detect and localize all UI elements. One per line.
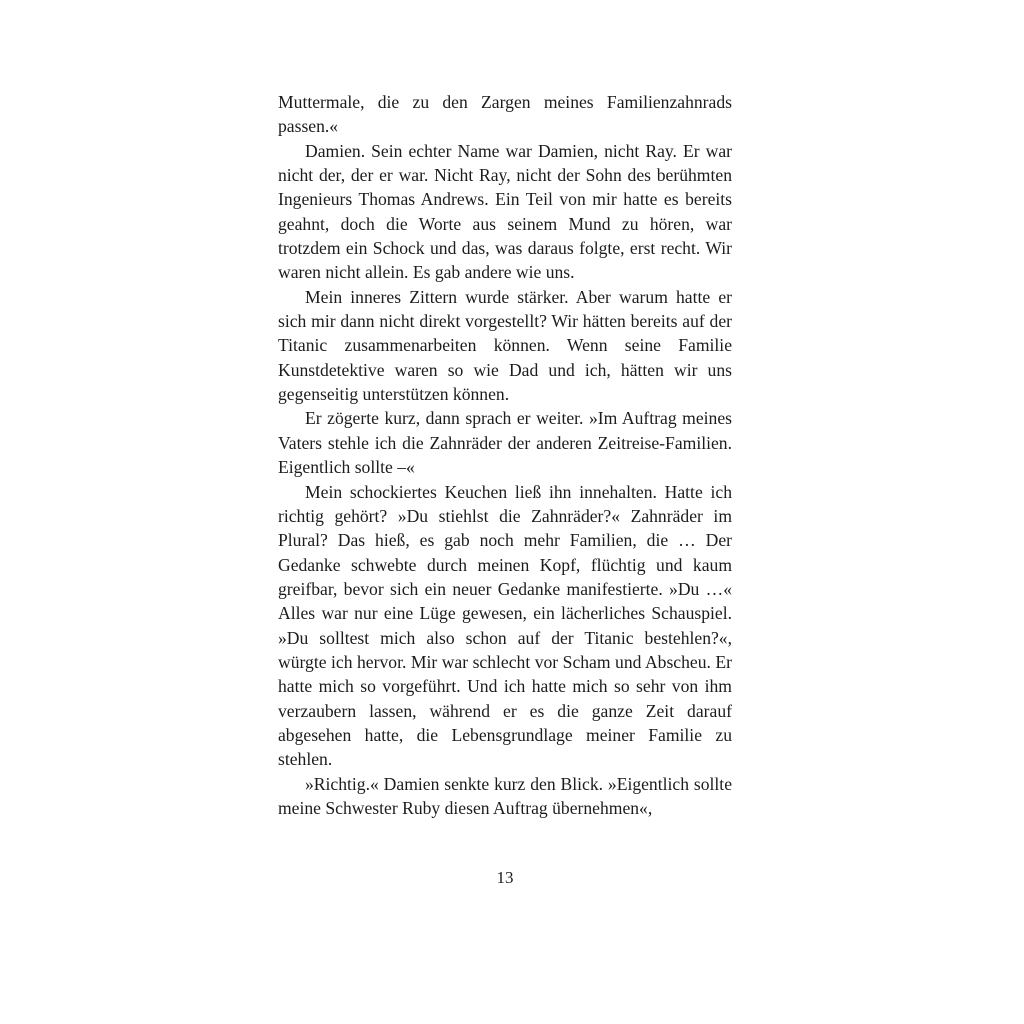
paragraph: Er zögerte kurz, dann sprach er weiter. »Im Auftrag meines Vaters stehle ich die Zahnräder der anderen Zeitreise-Familien. Eigentlich sollte –« — [278, 408, 732, 478]
paragraph: »Richtig.« Damien senkte kurz den Blick. »Eigentlich sollte meine Schwester Ruby diesen Auftrag übernehmen«, — [278, 773, 732, 818]
page-number: 13 — [496, 868, 514, 887]
paragraph: Mein schockiertes Keuchen ließ ihn innehalten. Hatte ich richtig gehört? »Du stiehlst die Zahnräder?« Zahnräder im Plural? Das hieß, es gab noch mehr Familien, die … Der Gedanke schwebte durch meinen Kopf, flüchtig und kaum greifbar, bevor sich ein neuer Gedanke manifestierte. »Du …« Alles war nur eine Lüge gewesen, ein lächerliches Schauspiel. »Du solltest mich also schon auf der Titanic bestehlen?«, würgte ich hervor. Mir war schlecht vor Scham und Abscheu. Er hatte mich so vorgeführt. Und ich hatte mich so sehr von ihm verzaubern lassen, während er es die ganze Zeit darauf abgesehen hatte, die Lebensgrundlage meiner Familie zu stehlen. — [278, 481, 732, 770]
paragraph: Mein inneres Zittern wurde stärker. Aber warum hatte er sich mir dann nicht direkt vorgestellt? Wir hätten bereits auf der Titanic zusammenarbeiten können. Wenn seine Familie Kunstdetektive waren so wie Dad und ich, hätten wir uns gegenseitig unterstützen können. — [278, 286, 732, 405]
paragraph: Muttermale, die zu den Zargen meines Familienzahnrads passen.« — [278, 92, 732, 137]
page-text — [278, 90, 732, 820]
paragraph: Damien. Sein echter Name war Damien, nicht Ray. Er war nicht der, der er war. Nicht Ray, nicht der Sohn des berühmten Ingenieurs Thomas Andrews. Ein Teil von mir hatte es bereits geahnt, doch die Worte aus seinem Mund zu hören, war trotzdem ein Schock und das, was daraus folgte, erst recht. Wir waren nicht allein. Es gab andere wie uns. — [278, 140, 732, 283]
